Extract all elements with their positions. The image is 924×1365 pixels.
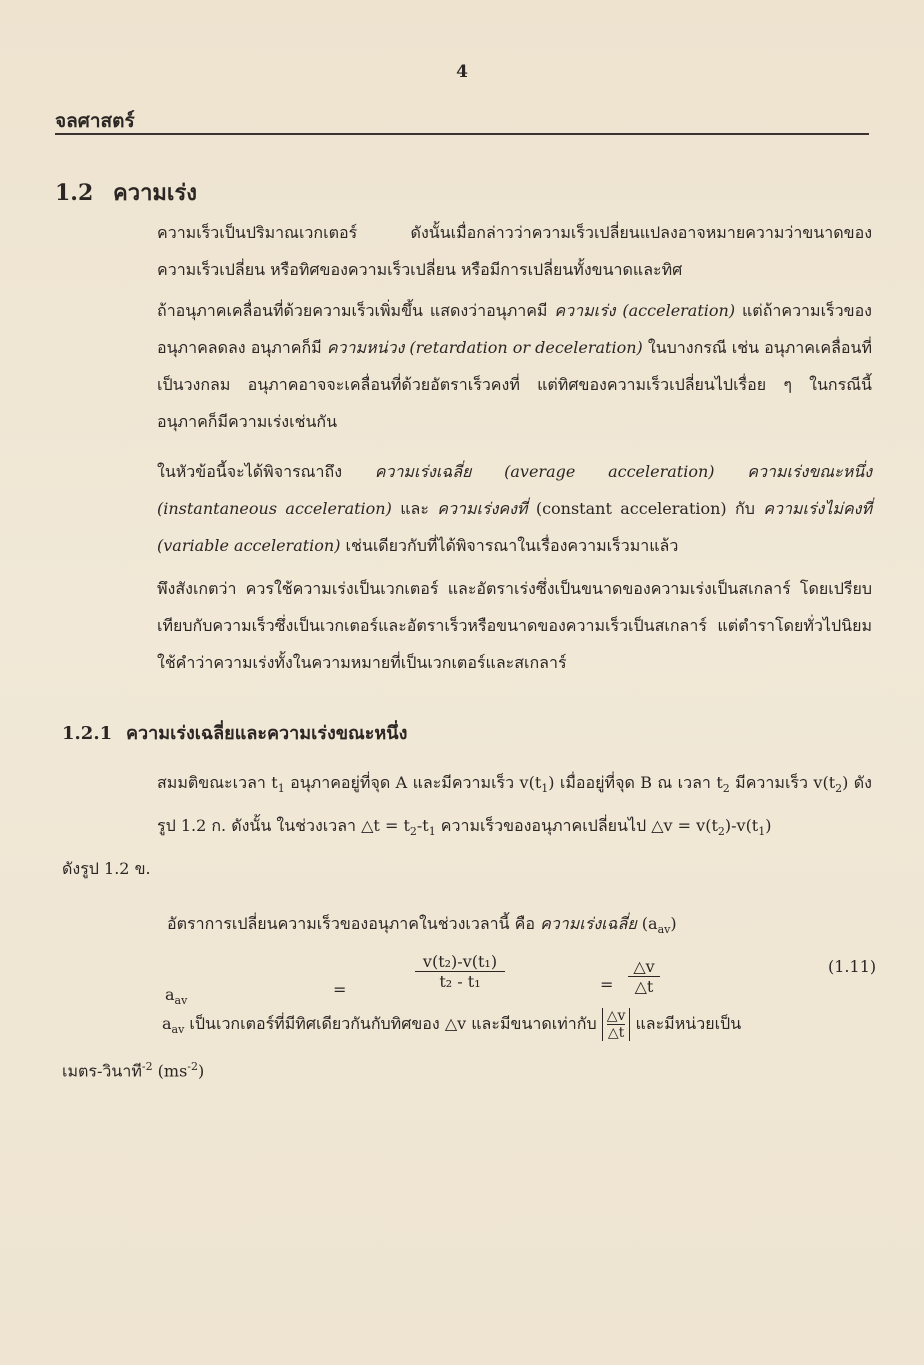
page-number: 4: [456, 62, 468, 82]
fraction-1: [415, 952, 505, 991]
subscript: 2: [722, 782, 730, 796]
running-header: จลศาสตร์: [55, 110, 135, 132]
text-run: ถ้าอนุภาคเคลื่อนที่ด้วยความเร็วเพิ่มขึ้น แสดงว่าอนุภาคมี: [157, 301, 555, 320]
superscript: -2: [141, 1060, 153, 1074]
text-run: เช่นเดียวกับที่ได้พิจารณาในเรื่องความเร็วมาแล้ว: [340, 536, 679, 555]
subsection-title: ความเร่งเฉลี่ยและความเร่งขณะหนึ่ง: [126, 723, 408, 744]
paragraph-5-text: [62, 764, 872, 850]
subscript: av: [657, 923, 671, 937]
equation-lhs: [165, 985, 187, 1007]
text-run: และมีหน่วยเป็น: [630, 1014, 742, 1033]
fraction-denominator: △t: [634, 977, 654, 996]
term-average-acceleration: ความเร่งเฉลี่ย: [540, 914, 637, 933]
paragraph-4: [62, 570, 872, 681]
fraction-denominator: △t: [607, 1025, 625, 1041]
paragraph-7-line-2: [62, 1048, 872, 1089]
text-run: อนุภาคอยู่ที่จุด A และมีความเร็ว v(t: [284, 773, 542, 792]
text-run: ): [670, 914, 677, 933]
abs-value: [602, 1008, 631, 1041]
paragraph-1-text: ความเร็วเป็นปริมาณเวกเตอร์ ดังนั้นเมื่อกล่าวว่าความเร็วเปลี่ยนแปลงอาจหมายความว่าขนาดของความเร็วเปลี่ยน หรือทิศของความเร็วเปลี่ยน หรือมีการเปลี่ยนทั้งขนาดและทิศ: [157, 223, 872, 279]
fraction-numerator: △v: [606, 1008, 626, 1024]
text-run: )-v(t: [724, 816, 759, 836]
header-rule: [55, 133, 869, 135]
subscript: av: [171, 1023, 185, 1037]
paragraph-7: [62, 1005, 872, 1090]
subscript: av: [174, 994, 188, 1008]
text-run: ): [765, 816, 772, 836]
text-run: a: [162, 1014, 172, 1033]
paragraph-2-text: [62, 292, 872, 440]
text-run: ) ดังรูป 1.2 ก. ดังนั้น ในช่วงเวลา △t = t: [157, 773, 872, 836]
equals-sign: =: [333, 980, 347, 999]
text-run: ในหัวข้อนี้จะได้พิจารณาถึง: [157, 462, 375, 481]
term-retardation: ความหน่วง (retardation or deceleration): [326, 338, 643, 357]
text-run: สมมติขณะเวลา t: [157, 773, 278, 792]
paragraph-7-text: [62, 1005, 872, 1048]
lhs-symbol: a: [165, 985, 175, 1004]
text-run: ): [198, 1061, 205, 1081]
equation-number: (1.11): [828, 957, 877, 976]
fraction-2: [628, 957, 660, 996]
text-run: ) เมื่ออยู่ที่จุด B ณ เวลา t: [548, 773, 723, 792]
subsection-heading: [62, 718, 407, 747]
text-run: แต่ถ้าความเร็วของอนุภาคลดลง อนุภาคก็มี: [157, 301, 872, 357]
subscript: 2: [409, 825, 417, 839]
text-run: -t: [416, 816, 429, 836]
paragraph-2: [62, 292, 872, 440]
subscript: 2: [717, 825, 725, 839]
term-variable-acceleration: ความเร่งไม่คงที่ (variable acceleration): [157, 499, 872, 555]
term-acceleration: ความเร่ง (acceleration): [554, 301, 736, 320]
text-run: เป็นเวกเตอร์ที่มีทิศเดียวกันกับทิศของ △v และมีขนาดเท่ากับ: [184, 1014, 602, 1033]
subscript: 1: [758, 825, 766, 839]
subscript: 1: [277, 782, 285, 796]
subscript: 1: [541, 782, 549, 796]
paragraph-3-text: [62, 453, 872, 564]
paragraph-1: [62, 214, 872, 288]
paragraph-3: [62, 453, 872, 564]
section-number: 1.2: [55, 180, 94, 206]
section-title: ความเร่ง: [113, 180, 198, 206]
fraction-denominator: t₂ - t₁: [439, 972, 481, 991]
text-run: ดังรูป 1.2 ข.: [62, 859, 151, 879]
subscript: 2: [835, 782, 843, 796]
subscript: 1: [428, 825, 436, 839]
term-average-acceleration: ความเร่งเฉลี่ย (average acceleration) ความเร่งขณะหนึ่ง (instantaneous acceleration): [157, 462, 872, 518]
paragraph-5: [62, 764, 872, 887]
text-run: (ms: [152, 1061, 188, 1081]
text-run: อัตราการเปลี่ยนความเร็วของอนุภาคในช่วงเวลานี้ คือ: [167, 914, 541, 933]
text-run: เมตร-วินาที: [62, 1061, 142, 1081]
equals-sign: =: [600, 975, 614, 994]
paragraph-6: [62, 912, 872, 937]
superscript: -2: [187, 1060, 199, 1074]
fraction-numerator: △v: [633, 957, 655, 976]
text-run: มีความเร็ว v(t: [729, 773, 836, 792]
text-run: ความเร็วของอนุภาคเปลี่ยนไป △v = v(t: [435, 816, 718, 836]
text-run: ในบางกรณี เช่น อนุภาคเคลื่อนที่เป็นวงกลม อนุภาคอาจจะเคลื่อนที่ด้วยอัตราเร็วคงที่ แต่ทิศของความเร็วเปลี่ยนไปเรื่อย ๆ ในกรณีนี้อนุภาคก็มีความเร่งเช่นกัน: [157, 338, 873, 431]
text-run: (constant acceleration) กับ: [527, 499, 764, 518]
paragraph-4-text: พึงสังเกตว่า ควรใช้ความเร่งเป็นเวกเตอร์ และอัตราเร่งซึ่งเป็นขนาดของความเร่งเป็นสเกลาร์ โดยเปรียบเทียบกับความเร็วซึ่งเป็นเวกเตอร์และอัตราเร็วหรือขนาดของความเร็วเป็นสเกลาร์ แต่ตำราโดยทั่วไปนิยมใช้คำว่าความเร่งทั้งในความหมายที่เป็นเวกเตอร์และสเกลาร์: [157, 579, 872, 672]
subsection-number: 1.2.1: [62, 723, 113, 744]
section-heading: [55, 175, 197, 210]
term-constant-acceleration: ความเร่งคงที่: [437, 499, 528, 518]
fraction-numerator: v(t₂)-v(t₁): [422, 952, 498, 971]
text-run: (a: [636, 914, 658, 933]
text-run: และ: [391, 499, 438, 518]
